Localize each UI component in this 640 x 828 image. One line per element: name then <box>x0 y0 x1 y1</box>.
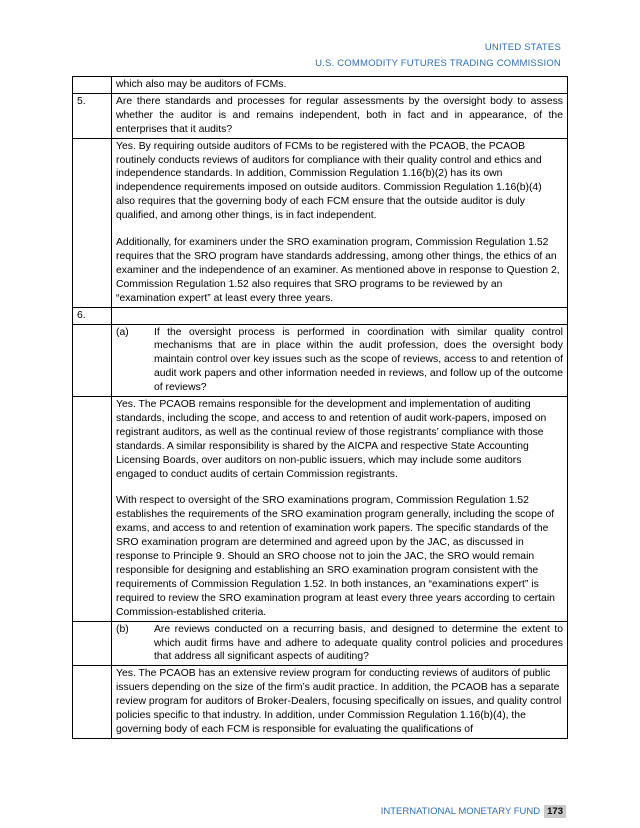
answer-cell <box>112 138 568 307</box>
table-row <box>73 324 568 397</box>
answer-paragraph: Yes. By requiring outside auditors of FCMs to be registered with the PCAOB, the PCAOB routinely conducts reviews of auditors for compliance with their quality control and ethics and independence standards. In addition, Commission Regulation 1.16(b)(2) has its own independence requirements imposed on outside auditors. Commission Regulation 1.16(b)(4) also requires that the governing body of each FCM ensure that the outside auditor is duly qualified, and among other things, is in fact independent. <box>116 140 542 222</box>
question-cell <box>112 621 568 666</box>
table-row <box>73 138 568 307</box>
table-row <box>73 621 568 666</box>
table-row <box>73 307 568 324</box>
table-row <box>73 77 568 94</box>
subquestion-label: (b) <box>116 623 129 635</box>
table-row <box>73 666 568 739</box>
page-footer <box>381 805 566 818</box>
header-agency: U.S. COMMODITY FUTURES TRADING COMMISSION <box>315 58 561 69</box>
subquestion-text: Are reviews conducted on a recurring basis, and designed to determine the extent to which audit firms have and adhere to adequate quality control policies and procedures that address all significant aspects of auditing? <box>154 623 563 663</box>
questionnaire-table <box>72 76 568 739</box>
page-number: 173 <box>544 805 566 818</box>
question-text: Are there standards and processes for regular assessments by the oversight body to assess whether the auditor is and remains independent, both in fact and in appearance, of the enterprises that it audits? <box>112 93 568 138</box>
question-number: 5. <box>73 93 112 138</box>
question-number: 6. <box>73 307 112 324</box>
question-cell <box>112 324 568 397</box>
answer-cell <box>112 666 568 739</box>
table-row <box>73 397 568 622</box>
answer-paragraph: Additionally, for examiners under the SRO examination program, Commission Regulation 1.52 requires that the SRO program have standards addressing, among other things, the ethics of an examiner and the independence of an examiner. As mentioned above in response to Question 2, Commission Regulation 1.52 also requires that SRO programs to be reviewed by an “examination expert” at least every three years. <box>116 237 560 304</box>
answer-paragraph: Yes. The PCAOB has an extensive review program for conducting reviews of auditors of public issuers depending on the size of the firm’s audit practice. In addition, the PCAOB has a separate review program for auditors of Broker-Dealers, focusing specifically on issues, and quality control policies specific to that industry. In addition, under Commission Regulation 1.16(b)(4), the governing body of each FCM is responsible for evaluating the qualifications of <box>116 668 562 735</box>
table-row <box>73 93 568 138</box>
footer-label: INTERNATIONAL MONETARY FUND <box>380 806 541 817</box>
header-country: UNITED STATES <box>484 42 561 53</box>
answer-paragraph: Yes. The PCAOB remains responsible for the development and implementation of auditing standards, including the scope, and access to and retention of audit work-papers, imposed on registrant auditors, as well as the continual review of those registrants’ compliance with those standards. A similar responsibility is shared by the AICPA and respective State Accounting Licensing Boards, over auditors on non-public issuers, which may include some auditors engaged to conduct audits of certain Commission registrants. <box>116 399 547 480</box>
subquestion-text: If the oversight process is performed in coordination with similar quality control mechanisms that are in place within the audit profession, does the oversight body maintain control over key issues such as the scope of reviews, access to and retention of audit work papers and other information needed in reviews, and follow up of the outcome of reviews? <box>154 326 563 394</box>
answer-paragraph: With respect to oversight of the SRO examinations program, Commission Regulation 1.52 establishes the requirements of the SRO examination program generally, including the scope of exams, and access to and retention of examination work papers. The specific standards of the SRO examination program are determined and agreed upon by the JAC, as discussed in response to Principle 9. Should an SRO choose not to join the JAC, the SRO would remain responsible for designing and establishing an SRO examination program consistent with the requirements of Commission Regulation 1.52. In both instances, an “examinations expert” is required to review the SRO examination program at least every three years according to certain Commission-established criteria. <box>116 495 555 618</box>
answer-cell <box>112 397 568 622</box>
subquestion-label: (a) <box>116 326 129 338</box>
row-text: which also may be auditors of FCMs. <box>112 77 568 94</box>
